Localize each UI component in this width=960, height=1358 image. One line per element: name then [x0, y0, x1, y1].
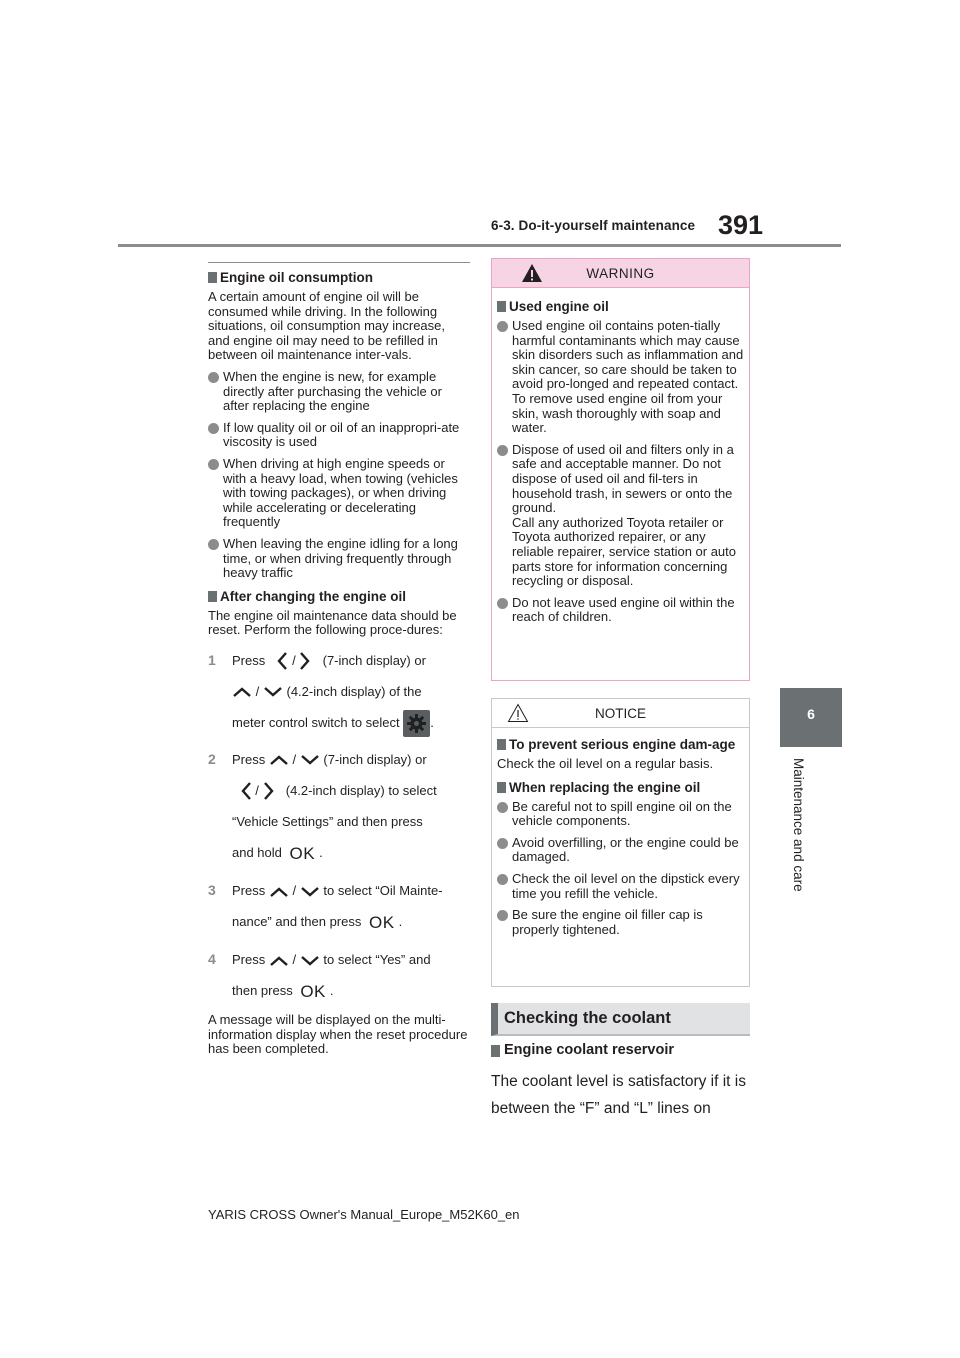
chevron-right-icon: [299, 651, 311, 671]
step-text: Press: [232, 882, 266, 898]
ok-button-icon: OK: [369, 913, 395, 932]
page-number: 391: [718, 210, 764, 240]
slash: /: [292, 882, 297, 898]
coolant-heading: Checking the coolant: [491, 1003, 750, 1036]
step-number: 1: [208, 651, 216, 668]
step-text: nance” and then press: [232, 913, 362, 929]
list-item: Dispose of used oil and filters only in a safe and acceptable manner. Do not dispose of used oil and fil-ters in household trash, in sewers or onto the ground. Call any authorized Toyota retailer or Toyota authorized repairer, or any reliable repairer, service station or auto parts store for information concerning recycling or disposal.: [497, 443, 744, 589]
column-rule: [208, 262, 470, 263]
list-item: When the engine is new, for example directly after purchasing the vehicle or after replacing the engine: [208, 370, 470, 414]
caution-icon: [507, 703, 529, 726]
period: .: [319, 844, 323, 860]
footer: YARIS CROSS Owner's Manual_Europe_M52K60_en: [208, 1207, 520, 1222]
ok-button-icon: OK: [289, 843, 316, 863]
step-text: Press: [232, 652, 266, 668]
step-1: [208, 645, 470, 738]
list-item: Used engine oil contains poten-tially harmful contaminants which may cause skin disorders such as inflammation and skin cancer, so care should be taken to avoid pro-longed and repeated contact. To remove used engine oil from your skin, wash thoroughly with soap and water.: [497, 319, 744, 436]
slash: /: [292, 652, 296, 668]
chevron-down-icon: [263, 686, 283, 698]
step-2: [208, 744, 470, 869]
step-text: and hold: [232, 844, 282, 860]
chevron-left-icon: [276, 651, 288, 671]
step-text: then press: [232, 983, 293, 998]
slash: /: [255, 683, 260, 699]
chevron-down-icon: [300, 955, 320, 967]
step-text: to select “Yes” and: [323, 952, 431, 967]
notice-box: [491, 698, 750, 987]
chevron-left-icon: [240, 781, 252, 801]
step-number: 3: [208, 881, 216, 898]
chevron-down-icon: [300, 754, 320, 766]
step-text: Press: [232, 751, 266, 767]
coolant-text: The coolant level is satisfactory if it is between the “F” and “L” lines on: [491, 1073, 746, 1117]
warning-body: [492, 288, 749, 625]
list-item: Avoid overfilling, or the engine could be damaged.: [497, 836, 744, 865]
after-change-intro: The engine oil maintenance data should be reset. Perform the following proce-dures:: [208, 607, 457, 638]
chevron-right-icon: [263, 781, 275, 801]
step-4: [208, 944, 470, 1007]
notice-header: [492, 699, 749, 728]
warning-header: [492, 259, 749, 288]
step-text: (4.2-inch display) of the: [286, 683, 422, 699]
section-title: 6-3. Do-it-yourself maintenance: [491, 218, 696, 233]
notice-heading-1: To prevent serious engine dam-age: [497, 736, 744, 753]
notice-text-1: Check the oil level on a regular basis.: [497, 756, 714, 771]
chevron-up-icon: [232, 686, 252, 698]
step-text: meter control switch to select: [232, 714, 400, 730]
period: .: [430, 714, 434, 730]
chevron-up-icon: [269, 886, 289, 898]
slash: /: [255, 782, 259, 798]
warning-title: WARNING: [586, 266, 655, 281]
notice-heading-2: When replacing the engine oil: [497, 779, 744, 796]
after-change-heading: After changing the engine oil: [208, 588, 470, 605]
chevron-up-icon: [269, 754, 289, 766]
ok-button-icon: OK: [300, 982, 326, 1002]
list-item: When driving at high engine speeds or with a heavy load, when towing (vehicles with towing packages), or when driving while accelerating or decelerating frequently: [208, 457, 470, 530]
warning-heading: Used engine oil: [497, 298, 744, 315]
chapter-title: Maintenance and care: [791, 758, 806, 892]
slash: /: [292, 952, 297, 967]
step-text: Press: [232, 952, 266, 967]
step-number: 4: [208, 951, 216, 967]
list-item: Be careful not to spill engine oil on the vehicle components.: [497, 800, 744, 829]
left-column: [208, 262, 470, 1057]
reset-final-note: A message will be displayed on the multi-information display when the reset procedure has been completed.: [208, 1012, 468, 1057]
step-text: to select “Oil Mainte-: [323, 882, 443, 898]
chevron-down-icon: [300, 886, 320, 898]
oil-consumption-intro: A certain amount of engine oil will be consumed while driving. In the following situations, oil consumption may increase, and engine oil may need to be refilled in between oil maintenance inter-vals.: [208, 289, 446, 363]
oil-consumption-heading: Engine oil consumption: [208, 269, 470, 286]
list-item: If low quality oil or oil of an inappropri-ate viscosity is used: [208, 421, 470, 450]
gear-icon: [403, 710, 430, 737]
list-item: When leaving the engine idling for a long time, or when driving frequently through heavy traffic: [208, 537, 470, 581]
list-item: Do not leave used engine oil within the reach of children.: [497, 596, 744, 625]
chapter-tab: 6: [780, 688, 842, 747]
step-text: (4.2-inch display) to select: [285, 782, 437, 798]
step-text: (7-inch display) or: [322, 652, 426, 668]
header-rule: [118, 244, 841, 247]
period: .: [329, 983, 334, 998]
slash: /: [292, 751, 297, 767]
notice-title: NOTICE: [594, 706, 646, 721]
list-item: Be sure the engine oil filler cap is properly tightened.: [497, 908, 744, 937]
step-text: “Vehicle Settings” and then press: [232, 813, 423, 829]
coolant-subheading: Engine coolant reservoir: [491, 1042, 674, 1058]
step-3: [208, 875, 470, 938]
warning-icon: [521, 263, 543, 286]
chevron-up-icon: [269, 955, 289, 967]
period: .: [398, 913, 403, 929]
list-item: Check the oil level on the dipstick every time you refill the vehicle.: [497, 872, 744, 901]
notice-body: [492, 728, 749, 937]
step-text: (7-inch display) or: [323, 751, 427, 767]
warning-box: [491, 258, 750, 681]
step-number: 2: [208, 750, 216, 767]
